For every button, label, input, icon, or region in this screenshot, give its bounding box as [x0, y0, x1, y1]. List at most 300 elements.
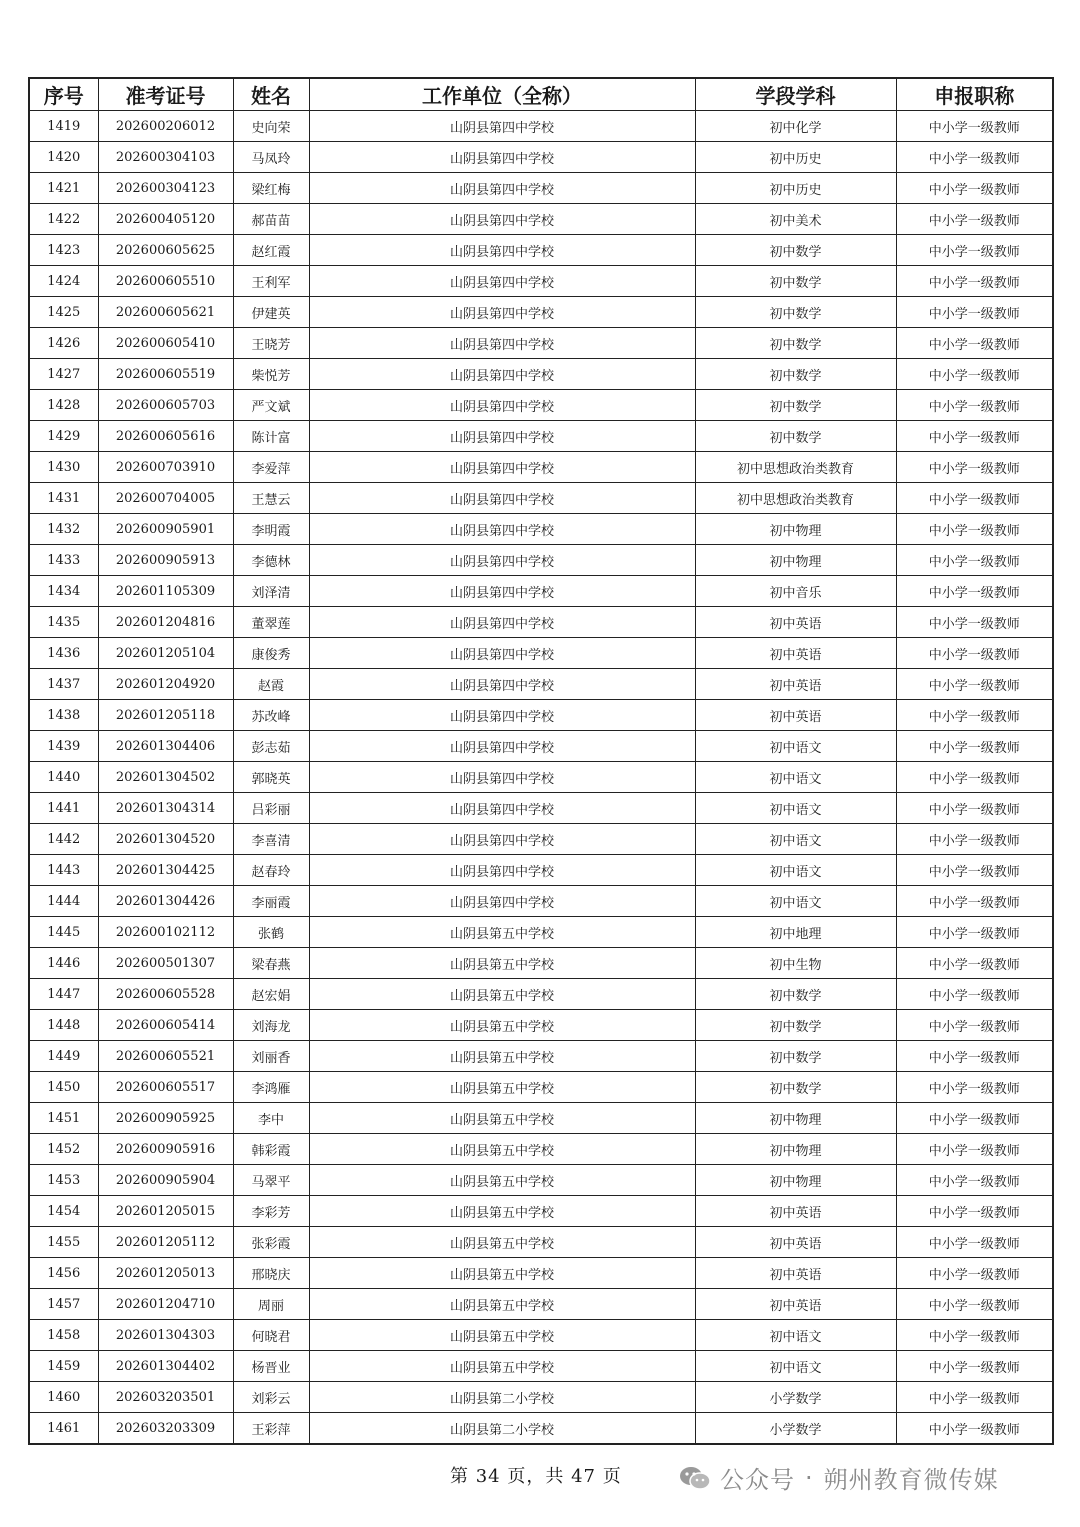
table-row	[29, 917, 1053, 948]
cell-name: 赵宏娟	[233, 979, 309, 1010]
wechat-icon	[678, 1464, 712, 1492]
cell-index: 1439	[29, 731, 98, 762]
cell-name: 王利军	[233, 266, 309, 297]
cell-index: 1455	[29, 1227, 98, 1258]
cell-title: 中小学一级教师	[896, 1289, 1053, 1320]
cell-subject: 初中数学	[695, 235, 896, 266]
cell-workplace: 山阴县第四中学校	[309, 638, 695, 669]
cell-index: 1433	[29, 545, 98, 576]
table-row	[29, 421, 1053, 452]
table-row	[29, 204, 1053, 235]
cell-name: 马凤玲	[233, 142, 309, 173]
cell-title: 中小学一级教师	[896, 328, 1053, 359]
cell-title: 中小学一级教师	[896, 452, 1053, 483]
cell-title: 中小学一级教师	[896, 1351, 1053, 1382]
cell-exam-id: 202600605410	[98, 328, 233, 359]
cell-index: 1445	[29, 917, 98, 948]
cell-title: 中小学一级教师	[896, 173, 1053, 204]
column-header-exam-id: 准考证号	[98, 78, 233, 111]
cell-name: 董翠莲	[233, 607, 309, 638]
table-row	[29, 1289, 1053, 1320]
cell-index: 1453	[29, 1165, 98, 1196]
cell-subject: 初中思想政治类教育	[695, 483, 896, 514]
cell-exam-id: 202600304123	[98, 173, 233, 204]
column-header-subject: 学段学科	[695, 78, 896, 111]
table-row	[29, 1103, 1053, 1134]
cell-exam-id: 202600605703	[98, 390, 233, 421]
cell-subject: 初中数学	[695, 359, 896, 390]
cell-title: 中小学一级教师	[896, 948, 1053, 979]
cell-name: 梁红梅	[233, 173, 309, 204]
cell-workplace: 山阴县第五中学校	[309, 1196, 695, 1227]
cell-name: 杨晋业	[233, 1351, 309, 1382]
cell-subject: 初中美术	[695, 204, 896, 235]
table-row	[29, 235, 1053, 266]
cell-exam-id: 202601304426	[98, 886, 233, 917]
cell-workplace: 山阴县第五中学校	[309, 1289, 695, 1320]
cell-subject: 初中语文	[695, 793, 896, 824]
cell-index: 1452	[29, 1134, 98, 1165]
cell-title: 中小学一级教师	[896, 1134, 1053, 1165]
cell-title: 中小学一级教师	[896, 483, 1053, 514]
cell-subject: 初中历史	[695, 173, 896, 204]
cell-index: 1447	[29, 979, 98, 1010]
cell-workplace: 山阴县第四中学校	[309, 576, 695, 607]
table-row	[29, 700, 1053, 731]
cell-workplace: 山阴县第四中学校	[309, 173, 695, 204]
cell-workplace: 山阴县第五中学校	[309, 1227, 695, 1258]
cell-subject: 小学数学	[695, 1413, 896, 1445]
table-row	[29, 1041, 1053, 1072]
cell-name: 柴悦芳	[233, 359, 309, 390]
cell-exam-id: 202600905913	[98, 545, 233, 576]
cell-workplace: 山阴县第四中学校	[309, 731, 695, 762]
table-row	[29, 576, 1053, 607]
cell-name: 苏改峰	[233, 700, 309, 731]
cell-name: 李爱萍	[233, 452, 309, 483]
cell-name: 李喜清	[233, 824, 309, 855]
cell-exam-id: 202600605517	[98, 1072, 233, 1103]
table-row	[29, 390, 1053, 421]
cell-name: 李彩芳	[233, 1196, 309, 1227]
cell-name: 赵霞	[233, 669, 309, 700]
table-row	[29, 1134, 1053, 1165]
cell-index: 1450	[29, 1072, 98, 1103]
table-row	[29, 979, 1053, 1010]
cell-workplace: 山阴县第五中学校	[309, 979, 695, 1010]
cell-exam-id: 202600905901	[98, 514, 233, 545]
cell-name: 邢晓庆	[233, 1258, 309, 1289]
cell-subject: 初中数学	[695, 1041, 896, 1072]
cell-workplace: 山阴县第二小学校	[309, 1413, 695, 1445]
cell-name: 彭志茹	[233, 731, 309, 762]
cell-exam-id: 202601204710	[98, 1289, 233, 1320]
cell-title: 中小学一级教师	[896, 1041, 1053, 1072]
cell-subject: 初中英语	[695, 1258, 896, 1289]
cell-name: 李丽霞	[233, 886, 309, 917]
cell-subject: 初中数学	[695, 421, 896, 452]
candidate-table	[28, 77, 1054, 1445]
cell-title: 中小学一级教师	[896, 111, 1053, 142]
table-row	[29, 483, 1053, 514]
cell-exam-id: 202601304402	[98, 1351, 233, 1382]
cell-title: 中小学一级教师	[896, 1072, 1053, 1103]
cell-subject: 初中化学	[695, 111, 896, 142]
cell-index: 1454	[29, 1196, 98, 1227]
cell-title: 中小学一级教师	[896, 669, 1053, 700]
cell-name: 梁春燕	[233, 948, 309, 979]
cell-name: 陈计富	[233, 421, 309, 452]
cell-subject: 初中数学	[695, 266, 896, 297]
cell-exam-id: 202600605528	[98, 979, 233, 1010]
table-row	[29, 1196, 1053, 1227]
cell-workplace: 山阴县第五中学校	[309, 1072, 695, 1103]
cell-workplace: 山阴县第五中学校	[309, 1010, 695, 1041]
watermark	[678, 1460, 999, 1495]
table-row	[29, 1165, 1053, 1196]
cell-workplace: 山阴县第四中学校	[309, 452, 695, 483]
cell-index: 1430	[29, 452, 98, 483]
cell-workplace: 山阴县第四中学校	[309, 111, 695, 142]
cell-index: 1458	[29, 1320, 98, 1351]
cell-exam-id: 202600605414	[98, 1010, 233, 1041]
cell-exam-id: 202600304103	[98, 142, 233, 173]
table-row	[29, 855, 1053, 886]
cell-index: 1422	[29, 204, 98, 235]
table-row	[29, 1072, 1053, 1103]
cell-index: 1429	[29, 421, 98, 452]
cell-exam-id: 202600206012	[98, 111, 233, 142]
table-row	[29, 669, 1053, 700]
table-row	[29, 1227, 1053, 1258]
cell-title: 中小学一级教师	[896, 607, 1053, 638]
table-header-row	[29, 78, 1053, 111]
cell-exam-id: 202601205013	[98, 1258, 233, 1289]
cell-workplace: 山阴县第五中学校	[309, 1103, 695, 1134]
table-row	[29, 1258, 1053, 1289]
cell-workplace: 山阴县第四中学校	[309, 421, 695, 452]
cell-name: 张彩霞	[233, 1227, 309, 1258]
cell-workplace: 山阴县第四中学校	[309, 235, 695, 266]
column-header-workplace: 工作单位（全称）	[309, 78, 695, 111]
cell-exam-id: 202603203501	[98, 1382, 233, 1413]
page-footer	[0, 1458, 1080, 1492]
cell-title: 中小学一级教师	[896, 1103, 1053, 1134]
cell-index: 1459	[29, 1351, 98, 1382]
cell-exam-id: 202600405120	[98, 204, 233, 235]
table-row	[29, 824, 1053, 855]
cell-workplace: 山阴县第四中学校	[309, 359, 695, 390]
cell-subject: 初中数学	[695, 297, 896, 328]
cell-index: 1436	[29, 638, 98, 669]
table-row	[29, 1382, 1053, 1413]
cell-workplace: 山阴县第五中学校	[309, 917, 695, 948]
cell-name: 王彩萍	[233, 1413, 309, 1445]
cell-subject: 初中英语	[695, 607, 896, 638]
cell-subject: 初中语文	[695, 1320, 896, 1351]
cell-name: 马翠平	[233, 1165, 309, 1196]
cell-subject: 初中数学	[695, 328, 896, 359]
cell-workplace: 山阴县第四中学校	[309, 855, 695, 886]
cell-index: 1437	[29, 669, 98, 700]
cell-subject: 初中语文	[695, 762, 896, 793]
cell-title: 中小学一级教师	[896, 576, 1053, 607]
cell-workplace: 山阴县第二小学校	[309, 1382, 695, 1413]
cell-title: 中小学一级教师	[896, 1010, 1053, 1041]
cell-exam-id: 202600605521	[98, 1041, 233, 1072]
cell-workplace: 山阴县第四中学校	[309, 886, 695, 917]
cell-index: 1426	[29, 328, 98, 359]
table-row	[29, 266, 1053, 297]
cell-name: 刘海龙	[233, 1010, 309, 1041]
cell-exam-id: 202600605625	[98, 235, 233, 266]
cell-workplace: 山阴县第四中学校	[309, 390, 695, 421]
cell-title: 中小学一级教师	[896, 793, 1053, 824]
cell-index: 1449	[29, 1041, 98, 1072]
cell-workplace: 山阴县第四中学校	[309, 824, 695, 855]
cell-subject: 初中英语	[695, 638, 896, 669]
column-header-title: 申报职称	[896, 78, 1053, 111]
cell-subject: 初中历史	[695, 142, 896, 173]
cell-name: 史向荣	[233, 111, 309, 142]
cell-subject: 初中英语	[695, 700, 896, 731]
cell-name: 王晓芳	[233, 328, 309, 359]
cell-subject: 初中地理	[695, 917, 896, 948]
cell-title: 中小学一级教师	[896, 266, 1053, 297]
cell-name: 张鹤	[233, 917, 309, 948]
cell-workplace: 山阴县第四中学校	[309, 700, 695, 731]
cell-subject: 初中语文	[695, 886, 896, 917]
table-row	[29, 762, 1053, 793]
cell-subject: 小学数学	[695, 1382, 896, 1413]
cell-name: 刘彩云	[233, 1382, 309, 1413]
cell-index: 1421	[29, 173, 98, 204]
table-row	[29, 1351, 1053, 1382]
cell-index: 1442	[29, 824, 98, 855]
table-row	[29, 328, 1053, 359]
table-row	[29, 1413, 1053, 1445]
cell-title: 中小学一级教师	[896, 886, 1053, 917]
table-row	[29, 1010, 1053, 1041]
cell-subject: 初中物理	[695, 1165, 896, 1196]
table-row	[29, 173, 1053, 204]
cell-title: 中小学一级教师	[896, 514, 1053, 545]
watermark-name: 朔州教育微传媒	[823, 1466, 999, 1494]
cell-name: 周丽	[233, 1289, 309, 1320]
cell-workplace: 山阴县第四中学校	[309, 607, 695, 638]
cell-exam-id: 202601204920	[98, 669, 233, 700]
cell-index: 1434	[29, 576, 98, 607]
cell-name: 李德林	[233, 545, 309, 576]
table-row	[29, 886, 1053, 917]
cell-title: 中小学一级教师	[896, 390, 1053, 421]
cell-subject: 初中思想政治类教育	[695, 452, 896, 483]
cell-workplace: 山阴县第五中学校	[309, 948, 695, 979]
cell-subject: 初中语文	[695, 855, 896, 886]
cell-workplace: 山阴县第五中学校	[309, 1320, 695, 1351]
table-row	[29, 297, 1053, 328]
cell-workplace: 山阴县第四中学校	[309, 483, 695, 514]
cell-exam-id: 202600605519	[98, 359, 233, 390]
cell-index: 1456	[29, 1258, 98, 1289]
cell-subject: 初中语文	[695, 731, 896, 762]
cell-index: 1435	[29, 607, 98, 638]
cell-workplace: 山阴县第五中学校	[309, 1351, 695, 1382]
cell-workplace: 山阴县第四中学校	[309, 297, 695, 328]
cell-subject: 初中生物	[695, 948, 896, 979]
cell-title: 中小学一级教师	[896, 762, 1053, 793]
cell-index: 1424	[29, 266, 98, 297]
cell-title: 中小学一级教师	[896, 1227, 1053, 1258]
cell-title: 中小学一级教师	[896, 1258, 1053, 1289]
cell-name: 康俊秀	[233, 638, 309, 669]
cell-subject: 初中数学	[695, 390, 896, 421]
cell-exam-id: 202600102112	[98, 917, 233, 948]
cell-exam-id: 202603203309	[98, 1413, 233, 1445]
cell-subject: 初中英语	[695, 669, 896, 700]
cell-exam-id: 202601204816	[98, 607, 233, 638]
cell-workplace: 山阴县第五中学校	[309, 1134, 695, 1165]
cell-exam-id: 202601205015	[98, 1196, 233, 1227]
cell-workplace: 山阴县第四中学校	[309, 204, 695, 235]
cell-subject: 初中音乐	[695, 576, 896, 607]
cell-name: 王慧云	[233, 483, 309, 514]
table-row	[29, 793, 1053, 824]
cell-exam-id: 202601205118	[98, 700, 233, 731]
table-row	[29, 142, 1053, 173]
cell-index: 1440	[29, 762, 98, 793]
cell-name: 李明霞	[233, 514, 309, 545]
cell-workplace: 山阴县第四中学校	[309, 266, 695, 297]
column-header-index: 序号	[29, 78, 98, 111]
table-row	[29, 948, 1053, 979]
cell-index: 1446	[29, 948, 98, 979]
cell-exam-id: 202600605621	[98, 297, 233, 328]
table-row	[29, 1320, 1053, 1351]
table-row	[29, 111, 1053, 142]
cell-name: 郝苗苗	[233, 204, 309, 235]
cell-index: 1427	[29, 359, 98, 390]
cell-exam-id: 202601205104	[98, 638, 233, 669]
cell-exam-id: 202601304314	[98, 793, 233, 824]
cell-exam-id: 202601304303	[98, 1320, 233, 1351]
table-row	[29, 359, 1053, 390]
cell-title: 中小学一级教师	[896, 359, 1053, 390]
cell-name: 李中	[233, 1103, 309, 1134]
cell-workplace: 山阴县第四中学校	[309, 142, 695, 173]
cell-title: 中小学一级教师	[896, 297, 1053, 328]
cell-index: 1438	[29, 700, 98, 731]
cell-index: 1431	[29, 483, 98, 514]
cell-index: 1420	[29, 142, 98, 173]
cell-subject: 初中物理	[695, 1103, 896, 1134]
cell-index: 1428	[29, 390, 98, 421]
cell-title: 中小学一级教师	[896, 235, 1053, 266]
cell-workplace: 山阴县第四中学校	[309, 328, 695, 359]
cell-index: 1432	[29, 514, 98, 545]
cell-subject: 初中英语	[695, 1196, 896, 1227]
cell-index: 1460	[29, 1382, 98, 1413]
watermark-separator: ·	[805, 1463, 814, 1492]
cell-exam-id: 202601105309	[98, 576, 233, 607]
cell-title: 中小学一级教师	[896, 421, 1053, 452]
cell-subject: 初中数学	[695, 979, 896, 1010]
cell-name: 刘丽香	[233, 1041, 309, 1072]
cell-title: 中小学一级教师	[896, 638, 1053, 669]
cell-title: 中小学一级教师	[896, 204, 1053, 235]
cell-exam-id: 202601304520	[98, 824, 233, 855]
cell-exam-id: 202600905925	[98, 1103, 233, 1134]
cell-title: 中小学一级教师	[896, 1196, 1053, 1227]
cell-workplace: 山阴县第五中学校	[309, 1041, 695, 1072]
cell-index: 1448	[29, 1010, 98, 1041]
column-header-name: 姓名	[233, 78, 309, 111]
page-number: 第 34 页，共 47 页	[450, 1466, 622, 1487]
cell-exam-id: 202601304406	[98, 731, 233, 762]
cell-name: 何晓君	[233, 1320, 309, 1351]
cell-workplace: 山阴县第四中学校	[309, 669, 695, 700]
cell-subject: 初中语文	[695, 824, 896, 855]
cell-exam-id: 202600905916	[98, 1134, 233, 1165]
cell-name: 韩彩霞	[233, 1134, 309, 1165]
cell-exam-id: 202601304425	[98, 855, 233, 886]
cell-workplace: 山阴县第四中学校	[309, 793, 695, 824]
cell-exam-id: 202601205112	[98, 1227, 233, 1258]
cell-title: 中小学一级教师	[896, 855, 1053, 886]
cell-name: 赵春玲	[233, 855, 309, 886]
cell-name: 伊建英	[233, 297, 309, 328]
cell-index: 1451	[29, 1103, 98, 1134]
cell-index: 1425	[29, 297, 98, 328]
table-row	[29, 607, 1053, 638]
cell-title: 中小学一级教师	[896, 979, 1053, 1010]
cell-name: 李鸿雁	[233, 1072, 309, 1103]
cell-workplace: 山阴县第四中学校	[309, 545, 695, 576]
cell-title: 中小学一级教师	[896, 1413, 1053, 1445]
cell-title: 中小学一级教师	[896, 700, 1053, 731]
cell-exam-id: 202600704005	[98, 483, 233, 514]
cell-exam-id: 202600501307	[98, 948, 233, 979]
cell-index: 1461	[29, 1413, 98, 1445]
cell-title: 中小学一级教师	[896, 731, 1053, 762]
cell-title: 中小学一级教师	[896, 917, 1053, 948]
cell-index: 1443	[29, 855, 98, 886]
cell-workplace: 山阴县第五中学校	[309, 1258, 695, 1289]
cell-index: 1444	[29, 886, 98, 917]
cell-title: 中小学一级教师	[896, 1382, 1053, 1413]
cell-exam-id: 202600703910	[98, 452, 233, 483]
cell-name: 赵红霞	[233, 235, 309, 266]
cell-name: 严文斌	[233, 390, 309, 421]
table-row	[29, 545, 1053, 576]
cell-subject: 初中物理	[695, 1134, 896, 1165]
cell-name: 刘泽清	[233, 576, 309, 607]
cell-subject: 初中语文	[695, 1351, 896, 1382]
cell-index: 1423	[29, 235, 98, 266]
cell-subject: 初中物理	[695, 545, 896, 576]
cell-workplace: 山阴县第四中学校	[309, 762, 695, 793]
cell-title: 中小学一级教师	[896, 1320, 1053, 1351]
table-row	[29, 452, 1053, 483]
watermark-prefix: 公众号	[720, 1466, 795, 1494]
cell-index: 1419	[29, 111, 98, 142]
cell-subject: 初中数学	[695, 1072, 896, 1103]
table-row	[29, 731, 1053, 762]
cell-exam-id: 202600905904	[98, 1165, 233, 1196]
cell-index: 1457	[29, 1289, 98, 1320]
table-row	[29, 514, 1053, 545]
cell-exam-id: 202600605616	[98, 421, 233, 452]
